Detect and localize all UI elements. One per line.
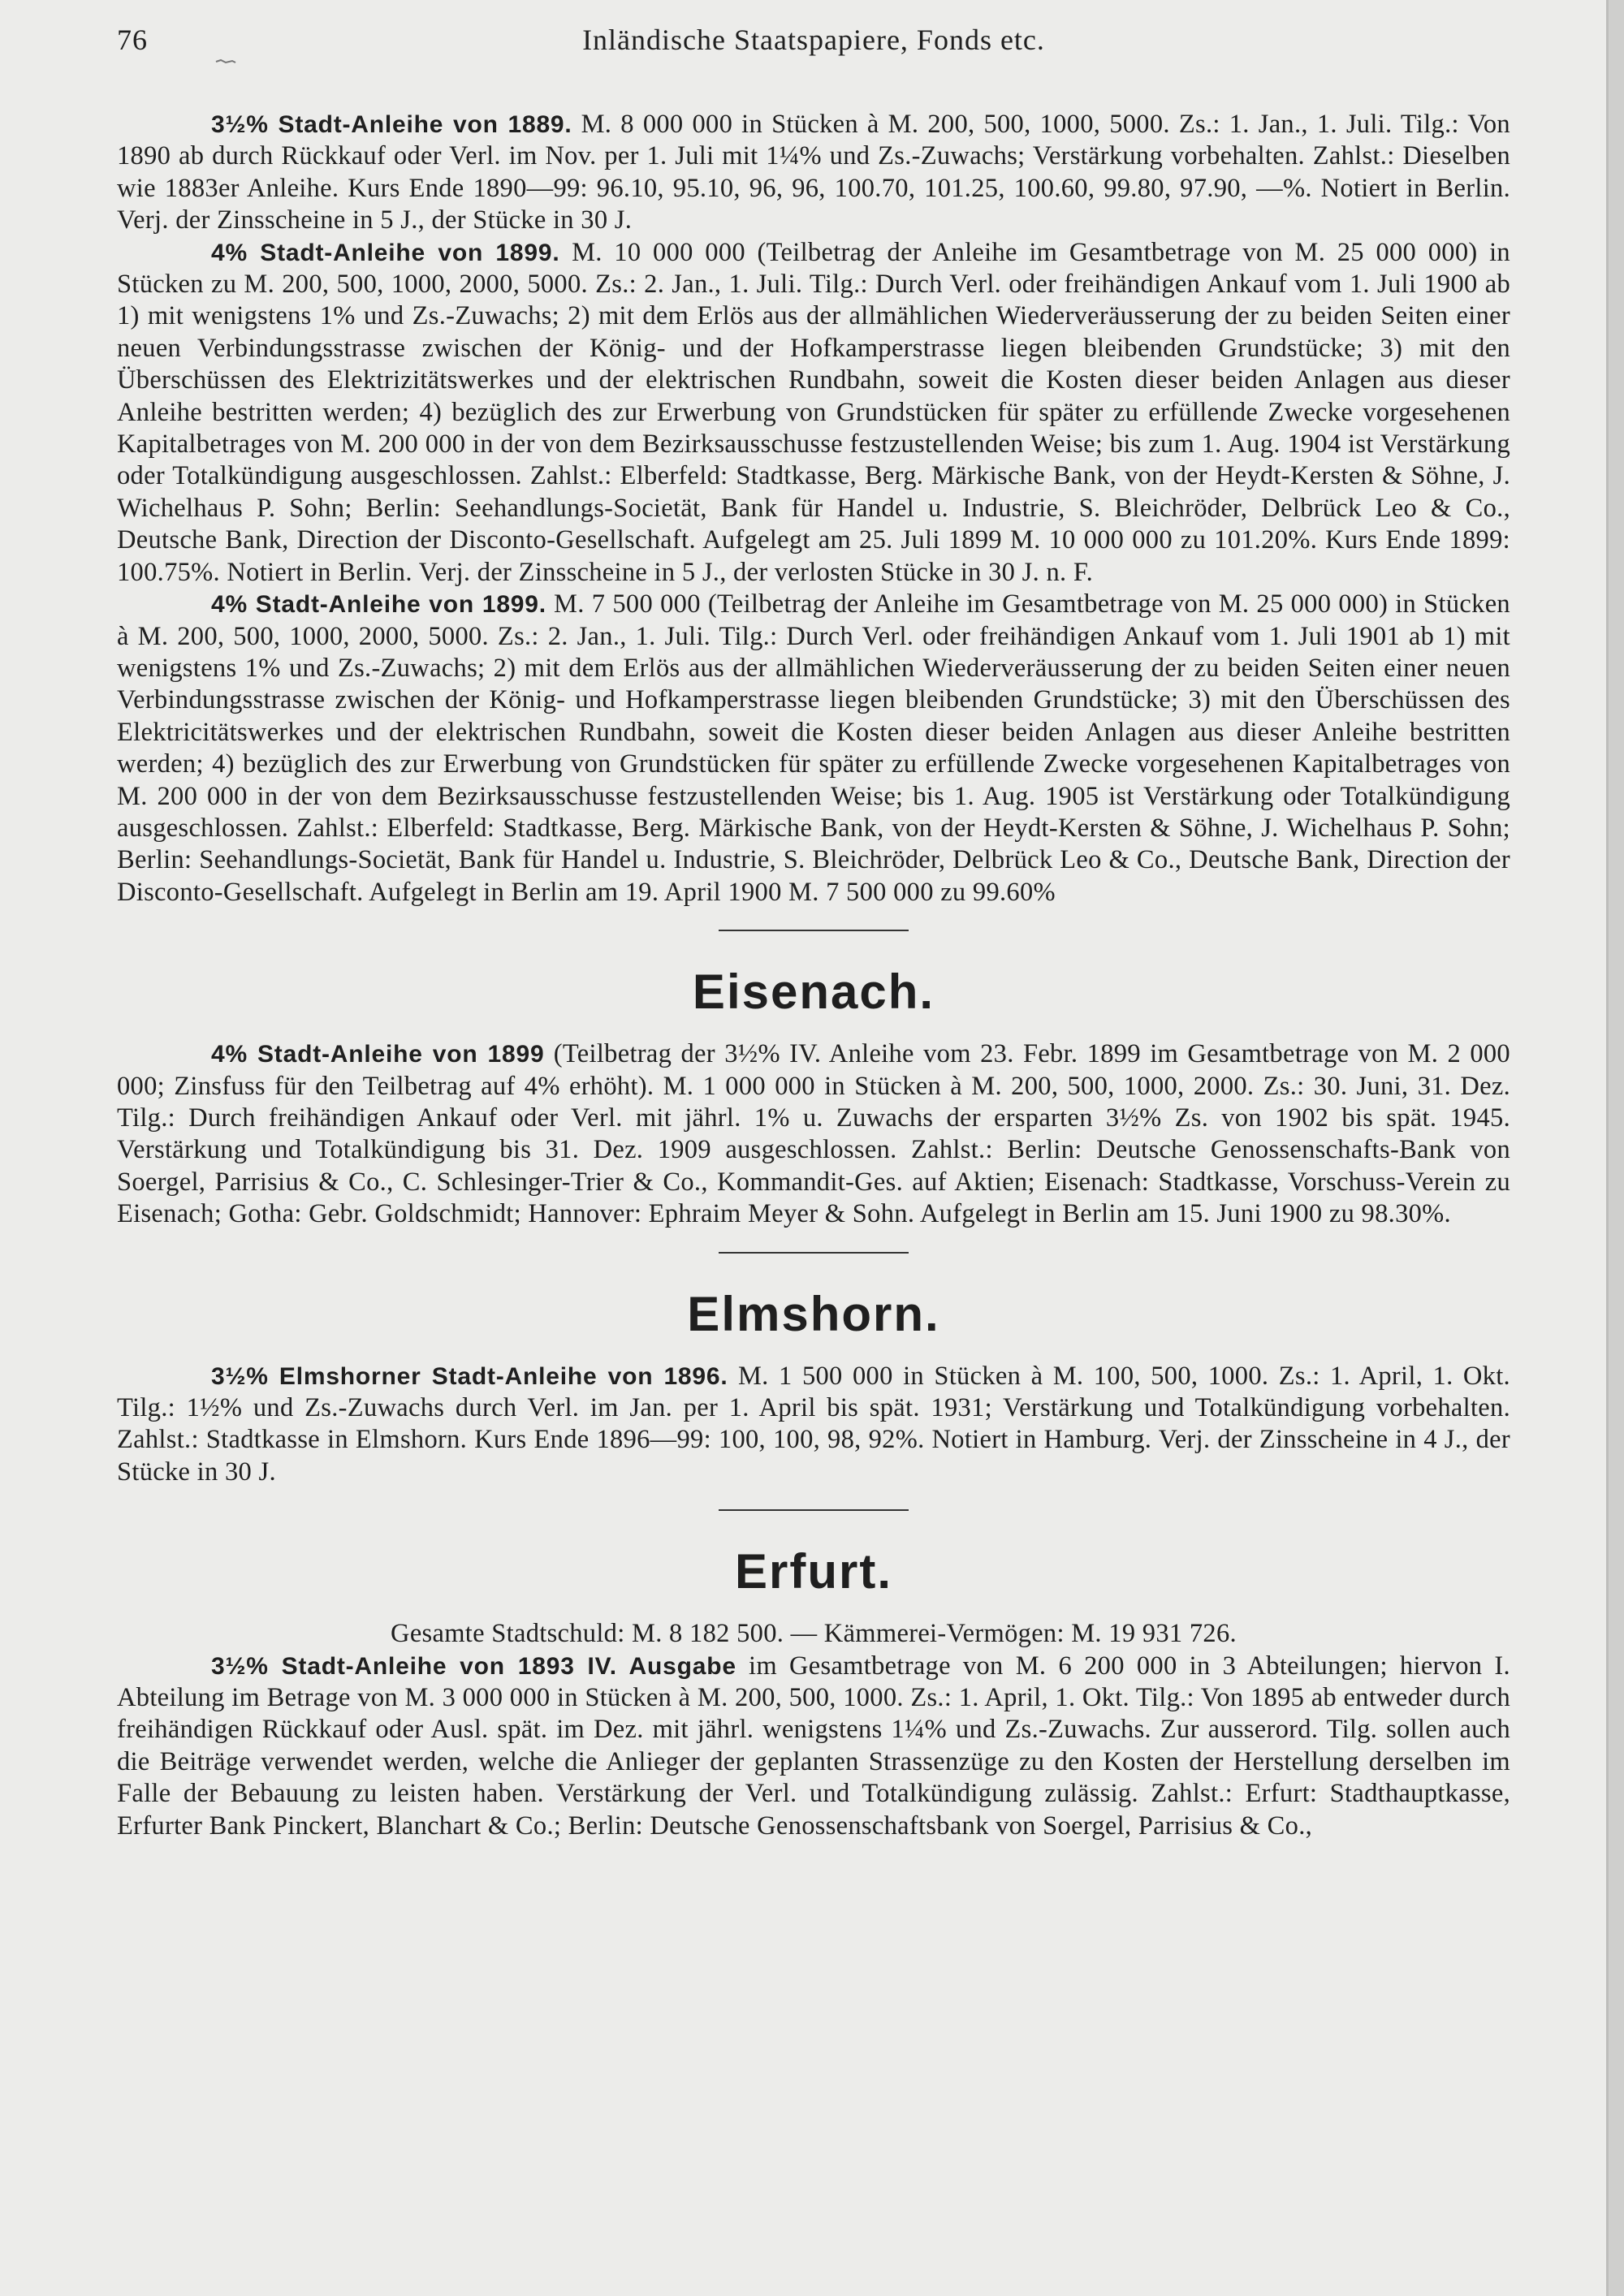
bond-entry xyxy=(117,1038,1510,1230)
section-divider xyxy=(719,1252,909,1254)
section-divider xyxy=(719,930,909,931)
bond-entry xyxy=(117,237,1510,589)
city-debt-summary: Gesamte Stadtschuld: M. 8 182 500. — Kämmerei-Vermögen: M. 19 931 726. xyxy=(391,1619,1237,1649)
running-title: Inländische Staatspapiere, Fonds etc. xyxy=(582,24,1045,56)
bond-heading: 4% Stadt-Anleihe von 1899. xyxy=(211,591,546,619)
page-edge xyxy=(1606,0,1624,2296)
bond-text: M. 1 500 000 in Stücken à M. 100, 500, 1000. Zs.: 1. April, 1. Okt. Tilg.: 1½% und Zs.-Zuwachs durch Verl. im Jan. per 1. April bis spät. 1931; Verstärkung und Totalkündigung vorbehalten. Zahlst.: Stadtkasse in Elmshorn. Kurs Ende 1896—99: 100, 100, 98, 92%. Notiert in Hamburg. Verj. der Zinsscheine in 4 J., der Stücke in 30 J. xyxy=(117,1361,1510,1487)
bond-heading: 4% Stadt-Anleihe von 1899. xyxy=(211,239,560,266)
section-eisenach xyxy=(117,964,1510,1230)
bond-entry xyxy=(117,1361,1510,1489)
section-continued xyxy=(117,109,1510,908)
bond-text: im Gesamtbetrage von M. 6 200 000 in 3 Abteilungen; hiervon I. Abteilung im Betrage von M. 3 000 000 in Stücken à M. 200, 500, 1000. Zs.: 1. April, 1. Okt. Tilg.: Von 1895 ab entweder durch freihändigen Rückkauf oder Ausl. spät. im Dez. mit jährl. wenigstens 1¼% und Zs.-Zuwachs. Zur ausserord. Tilg. sollen auch die Beiträge verwendet werden, welche die Anlieger der geplanten Strassenzüge zu den Kosten der Herstellung derselben im Falle der Bebauung zu leisten haben. Verstärkung der Verl. und Totalkündigung zulässig. Zahlst.: Erfurt: Stadthauptkasse, Erfurter Bank Pinckert, Blanchart & Co.; Berlin: Deutsche Genossenschaftsbank von Soergel, Parrisius & Co., xyxy=(117,1651,1510,1841)
section-erfurt xyxy=(117,1543,1510,1842)
bond-text: M. 8 000 000 in Stücken à M. 200, 500, 1000, 5000. Zs.: 1. Jan., 1. Juli. Tilg.: Von 1890 ab durch Rückkauf oder Verl. im Nov. per 1. Juli mit 1¼% und Zs.-Zuwachs; Verstärkung vorbehalten. Zahlst.: Dieselben wie 1883er Anleihe. Kurs Ende 1890—99: 96.10, 95.10, 96, 96, 100.70, 101.25, 100.60, 99.80, 97.90, —%. Notiert in Berlin. Verj. der Zinsscheine in 5 J., der Stücke in 30 J. xyxy=(117,110,1510,235)
bond-entry xyxy=(117,1651,1510,1842)
bond-text: M. 7 500 000 (Teilbetrag der Anleihe im Gesamtbetrage von M. 25 000 000) in Stücken à M. 200, 500, 1000, 2000, 5000. Zs.: 2. Jan., 1. Juli. Tilg.: Durch Verl. oder freihändigen Ankauf vom 1. Juli 1901 ab 1) mit wenigstens 1% und Zs.-Zuwachs; 2) mit dem Erlös aus der allmählichen Wiederveräusserung der zu beiden Seiten einer neuen Verbindungsstrasse zwischen der König- und Hofkamperstrasse liegen bleibenden Grundstücke; 3) mit den Überschüssen des Elektricitätswerkes und der elektrischen Rundbahn, soweit die Kosten dieser beiden Anlagen aus dieser Anleihe bestritten werden; 4) bezüglich des zur Erwerbung von Grundstücken für später zu erfüllende Zwecke vorgesehenen Kapitalbetrages von M. 200 000 in der von dem Bezirksausschusse festzustellenden Weise; bis 1. Aug. 1905 ist Verstärkung oder Totalkündigung ausgeschlossen. Zahlst.: Elberfeld: Stadtkasse, Berg. Märkische Bank, von der Heydt-Kersten & Söhne, J. Wichelhaus P. Sohn; Berlin: Seehandlungs-Societät, Bank für Handel u. Industrie, S. Bleichröder, Delbrück Leo & Co., Deutsche Bank, Direction der Disconto-Gesellschaft. Aufgelegt in Berlin am 19. April 1900 M. 7 500 000 zu 99.60% xyxy=(117,589,1510,907)
bond-heading: 3½% Elmshorner Stadt-Anleihe von 1896. xyxy=(211,1362,728,1390)
bond-entry xyxy=(117,589,1510,908)
bond-entry xyxy=(117,109,1510,237)
page-content xyxy=(117,19,1510,1842)
section-elmshorn xyxy=(117,1286,1510,1489)
section-divider xyxy=(719,1509,909,1511)
city-heading: Erfurt. xyxy=(735,1544,892,1599)
bond-text: M. 10 000 000 (Teilbetrag der Anleihe im Gesamtbetrage von M. 25 000 000) in Stücken zu M. 200, 500, 1000, 2000, 5000. Zs.: 2. Jan., 1. Juli. Tilg.: Durch Verl. oder freihändigen Ankauf vom 1. Juli 1900 ab 1) mit wenigstens 1% und Zs.-Zuwachs; 2) mit dem Erlös aus der allmählichen Wiederveräusserung der zu beiden Seiten einer neuen Verbindungsstrasse zwischen der König- und der Hofkamperstrasse liegen bleibenden Grundstücke; 3) mit den Überschüssen des Elektrizitätswerkes und der elektrischen Rundbahn, soweit die Kosten dieser beiden Anlagen aus dieser Anleihe bestritten werden; 4) bezüglich des zur Erwerbung von Grundstücken für später zu erfüllende Zwecke vorgesehenen Kapitalbetrages von M. 200 000 in der von dem Bezirksausschusse festzustellenden Weise; bis zum 1. Aug. 1904 ist Verstärkung oder Totalkündigung ausgeschlossen. Zahlst.: Elberfeld: Stadtkasse, Berg. Märkische Bank, von der Heydt-Kersten & Söhne, J. Wichelhaus P. Sohn; Berlin: Seehandlungs-Societät, Bank für Handel u. Industrie, S. Bleichröder, Delbrück Leo & Co., Deutsche Bank, Direction der Disconto-Gesellschaft. Aufgelegt am 25. Juli 1899 M. 10 000 000 zu 101.20%. Kurs Ende 1899: 100.75%. Notiert in Berlin. Verj. der Zinsscheine in 5 J., der verlosten Stücke in 30 J. n. F. xyxy=(117,237,1510,587)
page-header xyxy=(117,19,1510,67)
city-heading: Eisenach. xyxy=(692,965,935,1020)
bond-heading: 3½% Stadt-Anleihe von 1893 IV. Ausgabe xyxy=(211,1652,736,1680)
bond-heading: 4% Stadt-Anleihe von 1899 xyxy=(211,1041,545,1068)
page-number: 76 xyxy=(117,24,148,56)
bond-text: (Teilbetrag der 3½% IV. Anleihe vom 23. Febr. 1899 im Gesamtbetrage von M. 2 000 000; Zinsfuss für den Teilbetrag auf 4% erhöht). M. 1 000 000 in Stücken à M. 200, 500, 1000, 2000. Zs.: 30. Juni, 31. Dez. Tilg.: Durch freihändigen Ankauf oder Verl. mit jährl. 1% u. Zuwachs der ersparten 3½% Zs. von 1902 bis spät. 1945. Verstärkung und Totalkündigung bis 31. Dez. 1909 ausgeschlossen. Zahlst.: Berlin: Deutsche Genossenschafts-Bank von Soergel, Parrisius & Co., C. Schlesinger-Trier & Co., Kommandit-Ges. auf Aktien; Eisenach: Stadtkasse, Vorschuss-Verein zu Eisenach; Gotha: Gebr. Goldschmidt; Hannover: Ephraim Meyer & Sohn. Aufgelegt in Berlin am 15. Juni 1900 zu 98.30%. xyxy=(117,1039,1510,1229)
city-heading: Elmshorn. xyxy=(687,1286,940,1341)
bond-heading: 3½% Stadt-Anleihe von 1889. xyxy=(211,111,572,138)
